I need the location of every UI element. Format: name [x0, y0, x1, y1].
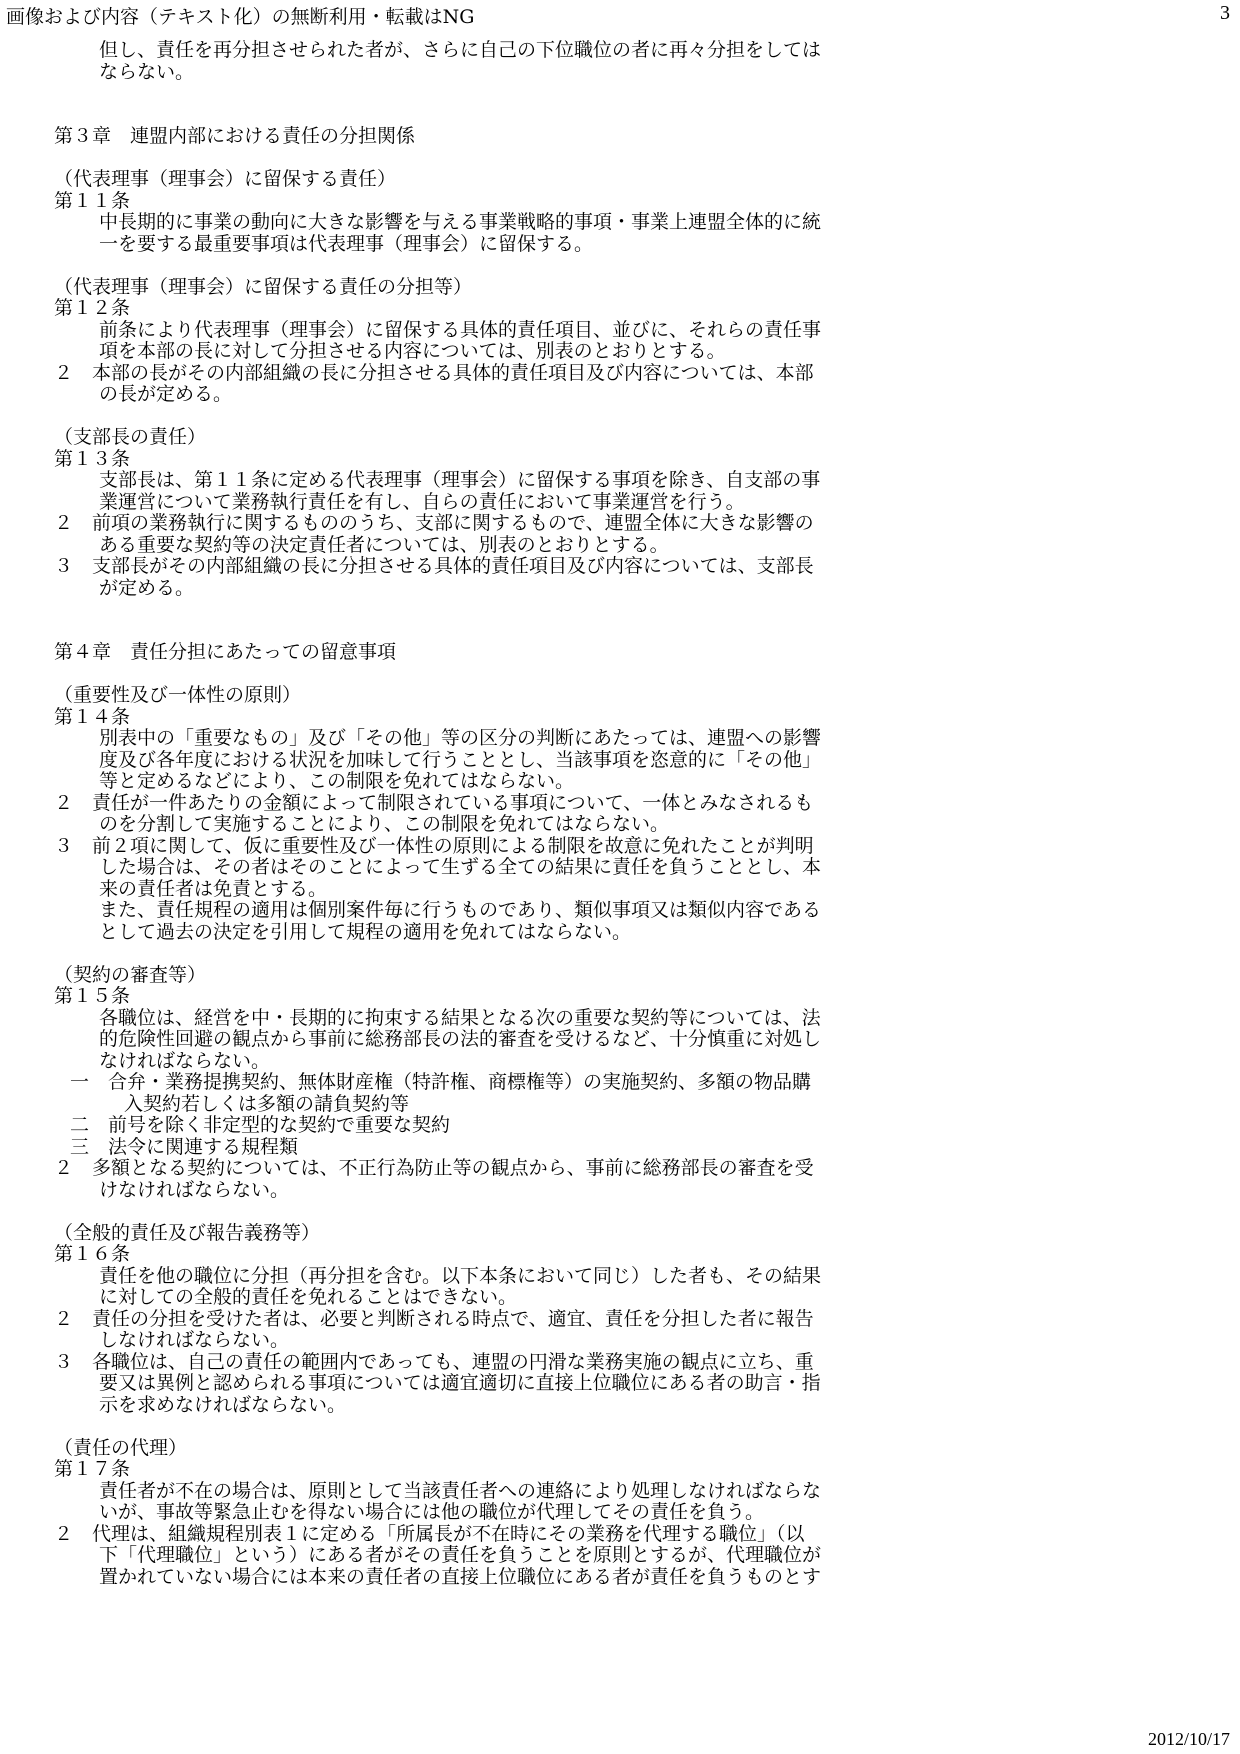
text-line: ある重要な契約等の決定責任者については、別表のとおりとする。 — [99, 533, 669, 556]
text-line: また、責任規程の適用は個別案件毎に行うものであり、類似事項又は類似内容である — [99, 899, 822, 921]
paragraph-2: ２ 代理は、組織規程別表１に定める「所属長が不在時にその業務を代理する職位」（以 — [54, 1522, 805, 1545]
text-line: 一を要する最重要事項は代表理事（理事会）に留保する。 — [99, 232, 594, 255]
text-line: の長が定める。 — [99, 383, 233, 405]
article-12-number: 第１２条 — [54, 297, 131, 319]
text-line: 業運営について業務執行責任を有し、自らの責任において事業運営を行う。 — [99, 490, 745, 513]
text-line: 責任者が不在の場合は、原則として当該責任者への連絡により処理しなければならな — [99, 1479, 822, 1502]
article-13-number: 第１３条 — [54, 447, 131, 470]
paragraph-3: ３ 前２項に関して、仮に重要性及び一体性の原則による制限を故意に免れたことが判明 — [54, 834, 814, 857]
text-line: 置かれていない場合には本来の責任者の直接上位職位にある者が責任を負うものとす — [99, 1565, 822, 1588]
text-line: が定める。 — [99, 576, 195, 599]
text-line: 下「代理職位」という）にある者がその責任を負うことを原則とするが、代理職位が — [99, 1544, 822, 1566]
item-3: 三 法令に関連する規程類 — [70, 1135, 299, 1158]
article-13-title: （支部長の責任） — [54, 426, 207, 448]
text-line: いが、事故等緊急止むを得ない場合には他の職位が代理してその責任を負う。 — [99, 1501, 765, 1523]
chapter-4-heading: 第４章 責任分担にあたっての留意事項 — [54, 641, 397, 663]
text-line: として過去の決定を引用して規程の適用を免れてはならない。 — [99, 920, 632, 943]
article-11-title: （代表理事（理事会）に留保する責任） — [54, 168, 397, 190]
copyright-notice: 画像および内容（テキスト化）の無断利用・転載はNG — [6, 6, 475, 28]
text-line: のを分割して実施することにより、この制限を免れてはならない。 — [99, 813, 670, 835]
text-line: 中長期的に事業の動向に大きな影響を与える事業戦略的事項・事業上連盟全体的に統 — [99, 211, 822, 233]
article-15-number: 第１５条 — [54, 985, 131, 1007]
article-11-number: 第１１条 — [54, 189, 131, 212]
article-12-title: （代表理事（理事会）に留保する責任の分担等） — [54, 275, 473, 298]
item-1: 一 合弁・業務提携契約、無体財産権（特許権、商標権等）の実施契約、多額の物品購 — [70, 1071, 812, 1093]
text-line: 項を本部の長に対して分担させる内容については、別表のとおりとする。 — [99, 340, 726, 362]
text-line: しなければならない。 — [99, 1329, 290, 1351]
text-line: 支部長は、第１１条に定める代表理事（理事会）に留保する事項を除き、自支部の事 — [99, 469, 821, 491]
paragraph-2: ２ 本部の長がその内部組織の長に分担させる具体的責任項目及び内容については、本部 — [54, 361, 814, 384]
text-line: 度及び各年度における状況を加味して行うこととし、当該事項を恣意的に「その他」 — [99, 748, 822, 771]
text-line: 各職位は、経営を中・長期的に拘束する結果となる次の重要な契約等については、法 — [99, 1006, 821, 1029]
document-body — [54, 40, 984, 1588]
text-line: 要又は異例と認められる事項については適宜適切に直接上位職位にある者の助言・指 — [99, 1372, 821, 1394]
article-16-title: （全般的責任及び報告義務等） — [54, 1221, 321, 1244]
text-line: 前条により代表理事（理事会）に留保する具体的責任項目、並びに、それらの責任事 — [99, 318, 822, 341]
text-line: 責任を他の職位に分担（再分担を含む。以下本条において同じ）した者も、その結果 — [99, 1264, 822, 1287]
paragraph-3: ３ 各職位は、自己の責任の範囲内であっても、連盟の円滑な業務実施の観点に立ち、重 — [54, 1350, 814, 1373]
paragraph-2: ２ 前項の業務執行に関するもののうち、支部に関するもので、連盟全体に大きな影響の — [54, 512, 814, 534]
article-14-number: 第１４条 — [54, 705, 131, 728]
text-line: した場合は、その者はそのことによって生ずる全ての結果に責任を負うこととし、本 — [99, 856, 822, 878]
footer-date: 2012/10/17 — [1147, 1729, 1230, 1749]
paragraph-2: ２ 多額となる契約については、不正行為防止等の観点から、事前に総務部長の審査を受 — [54, 1157, 814, 1179]
item-2: 二 前号を除く非定型的な契約で重要な契約 — [70, 1114, 451, 1136]
text-line: 入契約若しくは多額の請負契約等 — [124, 1092, 410, 1115]
text-line: 但し、責任を再分担させられた者が、さらに自己の下位職位の者に再々分担をしては — [99, 39, 822, 61]
text-line: なければならない。 — [99, 1049, 271, 1072]
text-line: けなければならない。 — [99, 1178, 290, 1201]
chapter-3-heading: 第３章 連盟内部における責任の分担関係 — [54, 125, 416, 147]
article-16-number: 第１６条 — [54, 1243, 131, 1265]
text-line: 示を求めなければならない。 — [99, 1393, 347, 1416]
page-number: 3 — [1220, 2, 1230, 24]
text-line: 来の責任者は免責とする。 — [99, 877, 328, 900]
paragraph-2: ２ 責任の分担を受けた者は、必要と判断される時点で、適宜、責任を分担した者に報告 — [54, 1307, 814, 1330]
article-17-title: （責任の代理） — [54, 1436, 188, 1459]
article-14-title: （重要性及び一体性の原則） — [54, 684, 302, 706]
article-17-number: 第１７条 — [54, 1458, 131, 1480]
text-line: に対しての全般的責任を免れることはできない。 — [99, 1286, 518, 1308]
text-line: 等と定めるなどにより、この制限を免れてはならない。 — [99, 770, 575, 792]
text-line: 別表中の「重要なもの」及び「その他」等の区分の判断にあたっては、連盟への影響 — [99, 727, 822, 749]
article-15-title: （契約の審査等） — [54, 963, 207, 986]
text-line: 的危険性回避の観点から事前に総務部長の法的審査を受けるなど、十分慎重に対処し — [99, 1028, 822, 1050]
paragraph-3: ３ 支部長がその内部組織の長に分担させる具体的責任項目及び内容については、支部長 — [54, 555, 814, 577]
paragraph-2: ２ 責任が一件あたりの金額によって制限されている事項について、一体とみなされるも — [54, 791, 814, 814]
text-line: ならない。 — [99, 60, 195, 83]
